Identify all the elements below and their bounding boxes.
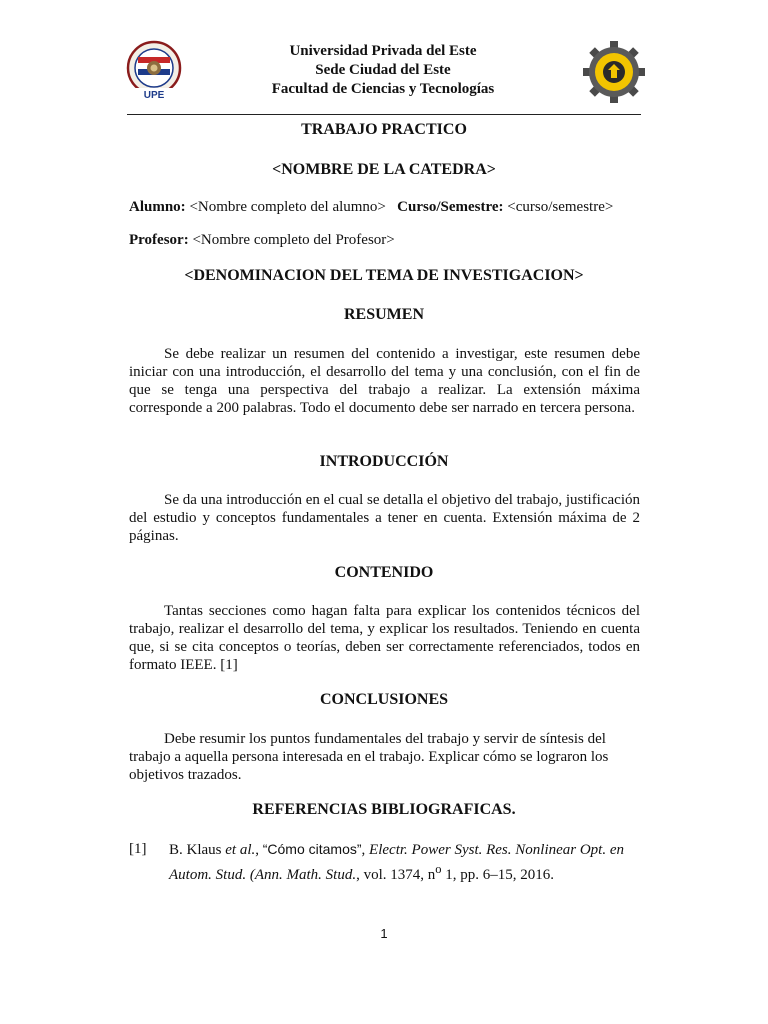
heading-introduccion: INTRODUCCIÓN (319, 453, 449, 470)
campus-name: Sede Ciudad del Este (315, 62, 451, 78)
professor-line (129, 232, 395, 249)
heading-resumen: RESUMEN (343, 306, 424, 323)
reference-journal: Electr. Power Syst. Res. Nonlinear Opt. en Autom. Stud. (Ann. Math. Stud. (169, 842, 625, 883)
student-label: Alumno: (129, 199, 186, 215)
paragraph-conclusiones: Debe resumir los puntos fundamentales del trabajo y servir de síntesis del trabajo a aquella persona interesada en el trabajo. Explicar cómo se lograron los objetivos trazados. (129, 731, 609, 783)
institution-header (184, 42, 582, 99)
course-name: <NOMBRE DE LA CATEDRA> (272, 161, 496, 178)
reference-entry (129, 840, 641, 885)
faculty-name: Facultad de Ciencias y Tecnologías (271, 81, 495, 97)
heading-contenido: CONTENIDO (334, 564, 434, 581)
university-name: Universidad Privada del Este (289, 43, 477, 59)
paragraph-resumen: Se debe realizar un resumen del contenido a investigar, este resumen debe iniciar con una introducción, el desarrollo del tema y una conclusión, con el fin de que se tenga una perspectiva del trabajo a realizar. La extensión máxima corresponde a 200 palabras. Todo el documento debe ser narrado en tercera persona. (129, 346, 640, 416)
paragraph-contenido: Tantas secciones como hagan falta para explicar los contenidos técnicos del trabajo, realizar el desarrollo del tema, y explicar los resultados. Teniendo en cuenta que, si se cita conceptos o teorías, deben ser correctamente referenciados, todos en formato IEEE. [1] (129, 603, 640, 673)
course-value: <curso/semestre> (507, 199, 614, 215)
student-value: <Nombre completo del alumno> (189, 199, 386, 215)
reference-details-sup: o (435, 862, 442, 876)
university-seal-icon (124, 40, 184, 102)
reference-number: [1] (129, 841, 147, 857)
logo-left-text: UPE (143, 90, 165, 101)
research-topic: <DENOMINACION DEL TEMA DE INVESTIGACION> (184, 267, 584, 284)
document-title: TRABAJO PRACTICO (301, 121, 467, 138)
header-divider (127, 114, 641, 115)
course-label: Curso/Semestre: (397, 199, 504, 215)
heading-conclusiones: CONCLUSIONES (319, 691, 449, 708)
gear-emblem-icon (582, 40, 646, 104)
reference-details (363, 862, 554, 883)
page-number: 1 (380, 926, 388, 941)
professor-value: <Nombre completo del Profesor> (192, 232, 395, 248)
heading-referencias: REFERENCIAS BIBLIOGRAFICAS. (252, 801, 516, 818)
reference-etal: et al. (225, 842, 256, 858)
reference-details-post: 1, pp. 6–15, 2016. (441, 867, 554, 883)
paragraph-introduccion: Se da una introducción en el cual se detalla el objetivo del trabajo, justificación del estudio y conceptos fundamentales a tener en cuenta. Extensión máxima de 2 páginas. (129, 492, 640, 544)
professor-label: Profesor: (129, 232, 189, 248)
reference-title: “Cómo citamos” (262, 841, 362, 857)
student-line (129, 199, 613, 216)
reference-author: B. Klaus (169, 842, 222, 858)
reference-text: B. Klaus et al., “Cómo citamos”, Electr. Power Syst. Res. Nonlinear Opt. en Autom. Stud. (Ann. Math. Stud., vol. 1374, $n^o$ 1, pp. 6–15, 2016. (169, 841, 625, 883)
reference-details-pre: vol. 1374, n (363, 867, 436, 883)
